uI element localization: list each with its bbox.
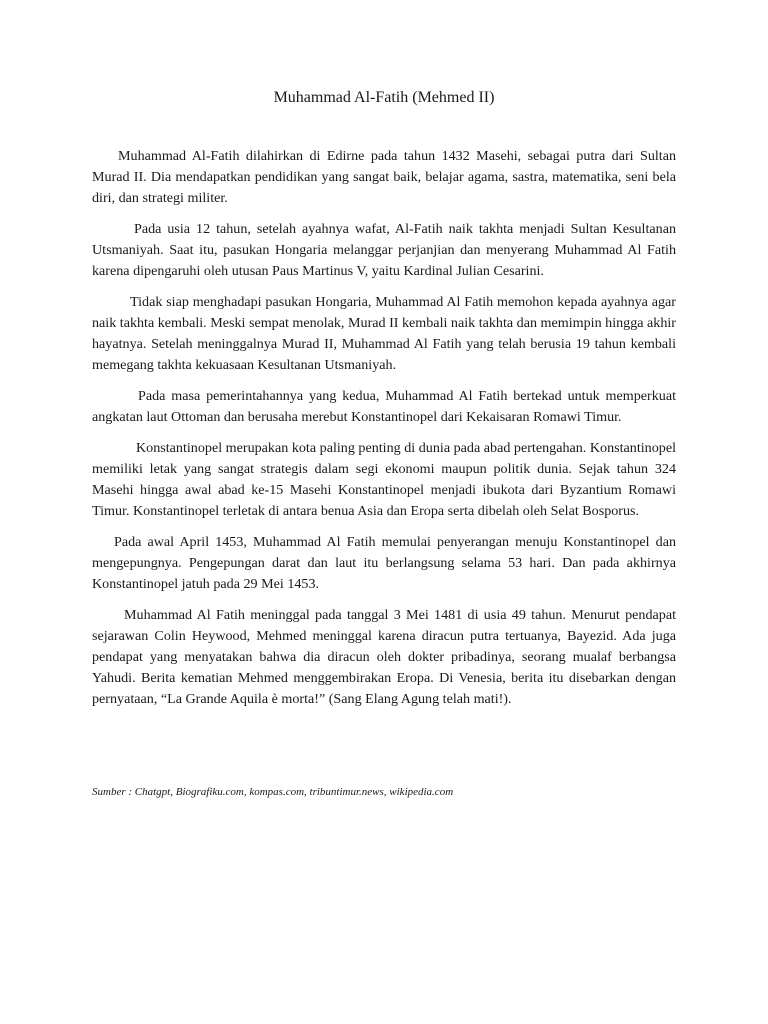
paragraph-accession: Pada usia 12 tahun, setelah ayahnya wafat, Al-Fatih naik takhta menjadi Sultan Kesultanan Utsmaniyah. Saat itu, pasukan Hongaria melanggar perjanjian dan menyerang Muhammad Al Fatih karena dipengaruhi oleh utusan Paus Martinus V, yaitu Kardinal Julian Cesarini. (92, 221, 676, 279)
paragraph-siege: Pada awal April 1453, Muhammad Al Fatih memulai penyerangan menuju Konstantinopel dan mengepungnya. Pengepungan darat dan laut itu berlangsung selama 53 hari. Dan pada akhirnya Konstantinopel jatuh pada 29 Mei 1453. (92, 534, 676, 592)
paragraph-second-reign: Pada masa pemerintahannya yang kedua, Muhammad Al Fatih bertekad untuk memperkuat angkatan laut Ottoman dan berusaha merebut Konstantinopel dari Kekaisaran Romawi Timur. (92, 388, 676, 425)
document-title: Muhammad Al-Fatih (Mehmed II) (273, 89, 495, 106)
document-body (92, 146, 676, 720)
paragraph-return-to-throne: Tidak siap menghadapi pasukan Hongaria, Muhammad Al Fatih memohon kepada ayahnya agar naik takhta kembali. Meski sempat menolak, Murad II kembali naik takhta dan memimpin hingga akhir hayatnya. Setelah meninggalnya Murad II, Muhammad Al Fatih yang telah berusia 19 tahun kembali memegang takhta kekuasaan Kesultanan Utsmaniyah. (92, 294, 676, 373)
paragraph-constantinople: Konstantinopel merupakan kota paling penting di dunia pada abad pertengahan. Konstantinopel memiliki letak yang sangat strategis dalam segi ekonomi maupun politik dunia. Sejak tahun 324 Masehi hingga awal abad ke-15 Masehi Konstantinopel menjadi ibukota dari Byzantium Romawi Timur. Konstantinopel terletak di antara benua Asia dan Eropa serta dibelah oleh Selat Bosporus. (92, 440, 676, 519)
paragraph-death: Muhammad Al Fatih meninggal pada tanggal 3 Mei 1481 di usia 49 tahun. Menurut pendapat sejarawan Colin Heywood, Mehmed meninggal karena diracun putra tertuanya, Bayezid. Ada juga pendapat yang menyatakan bahwa dia diracun oleh dokter pribadinya, seorang mualaf berbangsa Yahudi. Berita kematian Mehmed menggembirakan Eropa. Di Venesia, berita itu disebarkan dengan pernyataan, “La Grande Aquila è morta!” (Sang Elang Agung telah mati!). (92, 607, 676, 707)
paragraph-birth: Muhammad Al-Fatih dilahirkan di Edirne pada tahun 1432 Masehi, sebagai putra dari Sultan Murad II. Dia mendapatkan pendidikan yang sangat baik, belajar agama, sastra, matematika, seni bela diri, dan strategi militer. (92, 148, 676, 206)
source-citation: Sumber : Chatgpt, Biografiku.com, kompas.com, tribuntimur.news, wikipedia.com (92, 786, 454, 798)
